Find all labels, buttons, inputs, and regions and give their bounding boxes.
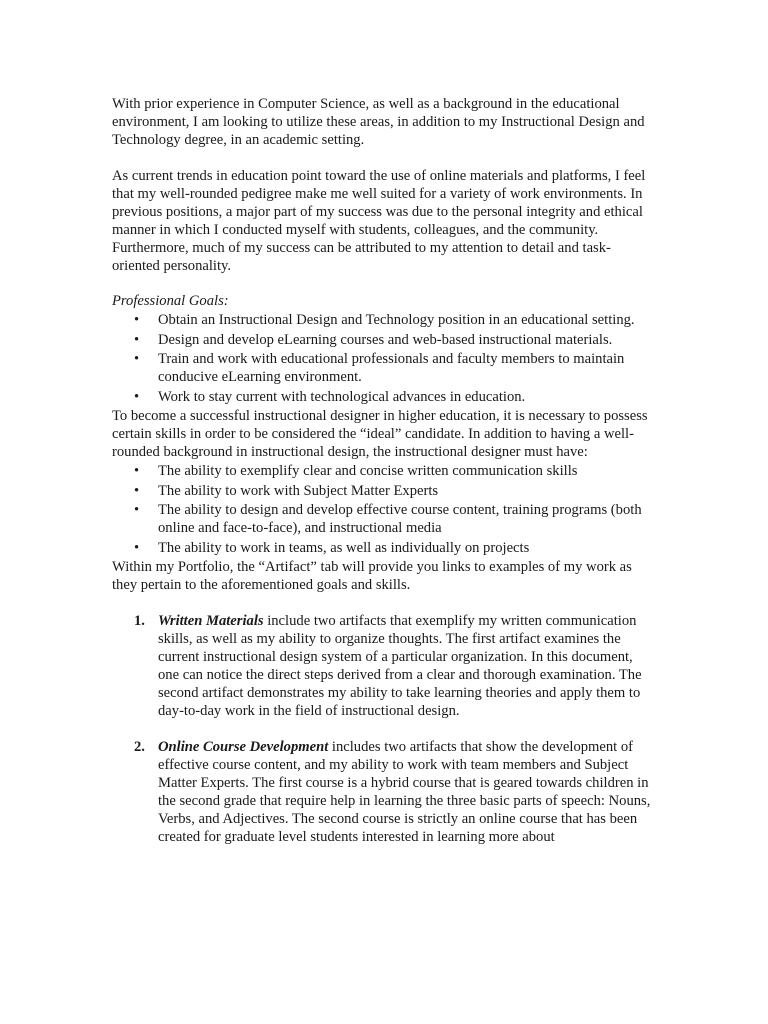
bullet-icon: •: [134, 463, 140, 479]
artifact-item-online-course-development: [112, 738, 652, 846]
portfolio-intro-paragraph: Within my Portfolio, the “Artifact” tab will provide you links to examples of my work as they pertain to the aforementioned goals and skills.: [112, 559, 632, 593]
skill-item: • The ability to design and develop effective course content, training programs (both online and face-to-face), and instructional media: [134, 502, 642, 536]
skills-list: [112, 462, 652, 557]
bullet-icon: •: [134, 539, 140, 556]
skills-intro-paragraph: To become a successful instructional designer in higher education, it is necessary to possess certain skills in order to be considered the “ideal” candidate. In addition to having a well-rounded background in instructional design, the instructional designer must have:: [112, 408, 648, 460]
artifact-term: Written Materials: [158, 613, 264, 629]
bullet-icon: •: [134, 331, 140, 348]
skill-item: • The ability to work with Subject Matter Experts: [134, 482, 439, 499]
professional-goals-list: [112, 311, 652, 406]
trends-paragraph: As current trends in education point toward the use of online materials and platforms, I feel that my well-rounded pedigree make me well suited for a variety of work environments. In previous positions, a major part of my success was due to the personal integrity and ethical manner in which I conducted myself with students, colleagues, and the community. Furthermore, much of my success can be attributed to my attention to detail and task-oriented personality.: [112, 168, 646, 274]
bullet-icon: •: [134, 388, 140, 405]
intro-paragraph: With prior experience in Computer Science, as well as a background in the educational environment, I am looking to utilize these areas, in addition to my Instructional Design and Technology degree, in an academic setting.: [112, 96, 645, 148]
item-number: 1.: [134, 613, 145, 629]
item-number: 2.: [134, 739, 145, 755]
goal-item: • Obtain an Instructional Design and Technology position in an educational setting.: [134, 312, 635, 328]
artifact-description: include two artifacts that exemplify my written communication skills, as well as my ability to organize thoughts. The first artifact examines the current instructional design system of a particular organization. In this document, one can notice the direct steps derived from a clear and thorough examination. The second artifact demonstrates my ability to take learning theories and apply them to day-to-day work in the field of instructional design.: [158, 613, 642, 719]
bullet-icon: •: [134, 351, 140, 367]
skill-item: • The ability to exemplify clear and concise written communication skills: [134, 463, 578, 479]
bullet-icon: •: [134, 502, 140, 518]
goal-item: • Train and work with educational professionals and faculty members to maintain conducive eLearning environment.: [134, 351, 625, 385]
professional-goals-heading: Professional Goals:: [112, 293, 229, 309]
skill-item: • The ability to work in teams, as well as individually on projects: [134, 539, 530, 556]
bullet-icon: •: [134, 482, 140, 499]
bullet-icon: •: [134, 312, 140, 328]
artifact-item-written-materials: [112, 612, 652, 720]
document-page: [112, 95, 652, 864]
artifact-term: Online Course Development: [158, 739, 329, 755]
goal-item: • Work to stay current with technological advances in education.: [134, 388, 526, 405]
artifact-list: [112, 612, 652, 846]
artifact-description: includes two artifacts that show the development of effective course content, and my ability to work with team members and Subject Matter Experts. The first course is a hybrid course that is geared towards children in the second grade that require help in learning the three basic parts of speech: Nouns, Verbs, and Adjectives. The second course is strictly an online course that has been created for graduate level students interested in learning more about: [158, 739, 651, 845]
goal-item: • Design and develop eLearning courses and web-based instructional materials.: [134, 331, 613, 348]
